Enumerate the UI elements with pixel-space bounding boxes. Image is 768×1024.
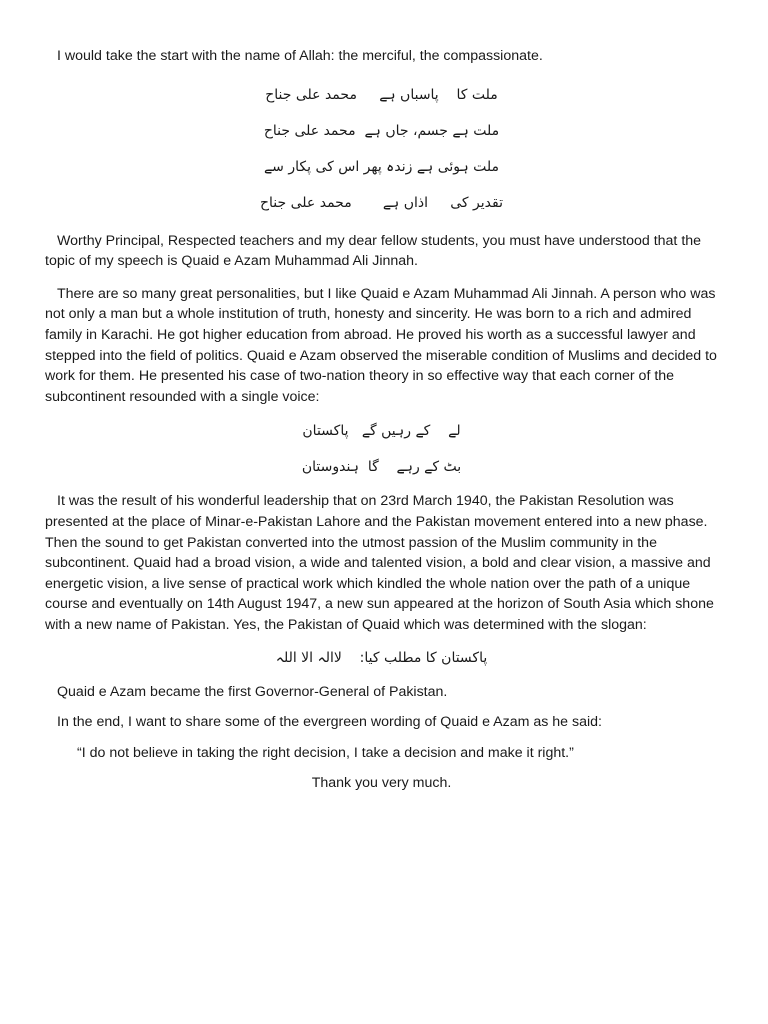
poem-line: ملت ہوئی ہے زندہ پھر اس کی پکار سے [263,158,500,175]
intro-line: I would take the start with the name of Allah: the merciful, the compassionate. [57,48,543,64]
paragraph-personality: There are so many great personalities, but I like Quaid e Azam Muhammad Ali Jinnah. A person who was not only a man but a whole institution of truth, honesty and sincerity. He was born to a rich and admired family in Karachi. He got higher education from abroad. He proved his worth as a successful lawyer and stepped into the field of politics. Quaid e Azam observed the miserable condition of Muslims and decided to work for them. He presented his case of two-nation theory in so effective way that each corner of the subcontinent resounded with a single voice: [45,285,717,405]
poem-line: ملت کا پاسباں ہے محمد علی جناح [265,86,498,103]
paragraph-governor-general: Quaid e Azam became the first Governor-General of Pakistan. [57,683,448,700]
paragraph-greeting: Worthy Principal, Respected teachers and my dear fellow students, you must have understood that the topic of my speech is Quaid e Azam Muhammad Ali Jinnah. [45,232,702,270]
paragraph-ending: In the end, I want to share some of the evergreen wording of Quaid e Azam as he said: [57,714,602,731]
urdu-slogan-pakistan [45,413,718,485]
urdu-slogan-meaning: پاکستان کا مطلب کیا: لاالہ الا اللہ [275,649,488,666]
poem-line: ملت ہے جسم، جاں ہے محمد علی جناح [263,122,500,139]
poem-line: لے کے رہیں گے پاکستان [302,423,461,440]
paragraph-leadership: It was the result of his wonderful leadership that on 23rd March 1940, the Pakistan Resolution was presented at the place of Minar-e-Pakistan Lahore and the Pakistan movement entered into a new phase. Then the sound to get Pakistan converted into the utmost passion of the Muslim community in the subcontinent. Quaid had a broad vision, a wide and talented vision, a bold and clear vision, a massive and energetic vision, a live sense of practical work which kindled the whole nation over the path of a unique course and eventually on 14th August 1947, a new sun appeared at the horizon of South Asia which shone with a new name of Pakistan. Yes, the Pakistan of Quaid which was determined with the slogan: [45,493,714,633]
closing-line: Thank you very much. [311,775,452,792]
poem-line: بٹ کے رہے گا ہندوستان [301,459,462,476]
urdu-poem-jinnah [45,77,718,221]
quaid-quote: “I do not believe in taking the right decision, I take a decision and make it right.” [77,744,574,761]
poem-line: تقدیر کی اذاں ہے محمد علی جناح [259,194,503,211]
